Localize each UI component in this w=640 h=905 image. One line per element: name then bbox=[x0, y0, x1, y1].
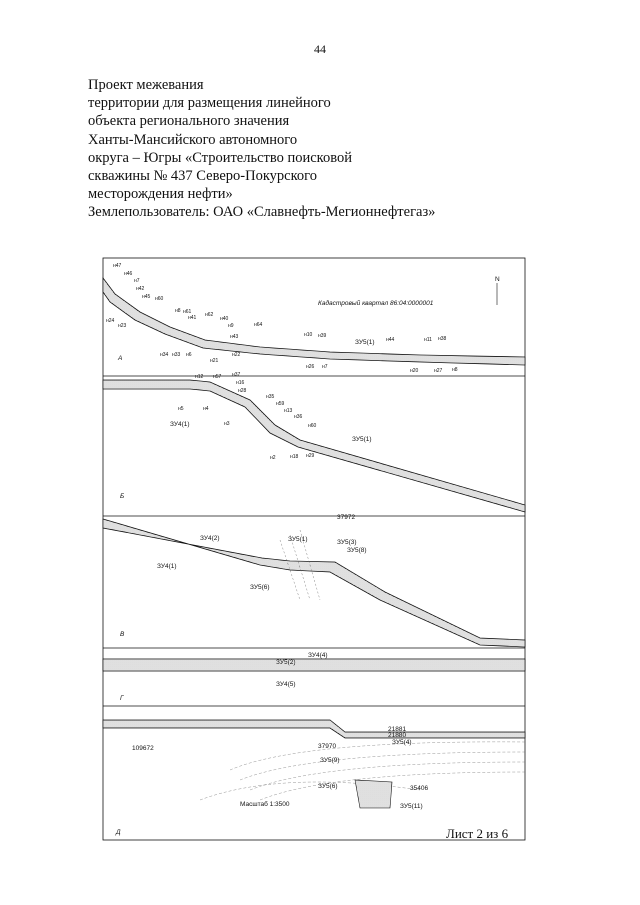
point-label: н23 bbox=[118, 323, 127, 329]
point-label: н38 bbox=[438, 336, 447, 342]
point-label: н37 bbox=[232, 372, 241, 378]
panel-b bbox=[103, 372, 525, 512]
point-label: н40 bbox=[220, 316, 229, 322]
point-label: н60 bbox=[155, 296, 164, 302]
point-label: н7 bbox=[322, 364, 328, 370]
panel-v bbox=[103, 519, 525, 647]
point-label: н44 bbox=[386, 337, 395, 343]
point-label: н60 bbox=[308, 423, 317, 429]
well-pad bbox=[355, 780, 392, 808]
point-label: н12 bbox=[195, 374, 204, 380]
corridor-strip bbox=[103, 519, 525, 647]
point-label: н47 bbox=[113, 263, 122, 269]
title-line: Ханты-Мансийского автономного bbox=[88, 131, 298, 148]
point-label: н59 bbox=[276, 401, 285, 407]
corridor-strip bbox=[103, 659, 525, 671]
point-label: н57 bbox=[213, 374, 222, 380]
panel-g bbox=[103, 652, 525, 702]
point-label: н20 bbox=[410, 368, 419, 374]
panel-letter-a: А bbox=[118, 355, 123, 362]
panel-letter-b: Б bbox=[120, 493, 125, 500]
plot-label: ЗУ5(3) bbox=[337, 539, 357, 546]
point-label: н8 bbox=[452, 367, 458, 373]
plot-label: ЗУ5(6) bbox=[318, 783, 338, 790]
point-label: н46 bbox=[124, 271, 133, 277]
point-label: н24 bbox=[106, 318, 115, 324]
point-label: н3 bbox=[224, 421, 230, 427]
sheet-number: Лист 2 из 6 bbox=[446, 826, 509, 841]
north-label: N bbox=[495, 276, 500, 283]
panel-letter-g: Г bbox=[120, 695, 124, 702]
point-label: н28 bbox=[238, 388, 247, 394]
point-label: н10 bbox=[304, 332, 313, 338]
point-label: н21 bbox=[210, 358, 219, 364]
plot-label: ЗУ5(1) bbox=[288, 536, 308, 543]
parcel-label: 37972 bbox=[337, 514, 356, 521]
page-number: 44 bbox=[314, 42, 326, 56]
title-line: скважины № 437 Северо-Покурского bbox=[88, 168, 318, 185]
point-label: н11 bbox=[424, 337, 432, 343]
point-label: н61 bbox=[183, 309, 192, 315]
point-label: н18 bbox=[290, 454, 299, 460]
title-line: Землепользователь: ОАО «Славнефть-Мегионнефтегаз» bbox=[88, 204, 436, 221]
point-label: н45 bbox=[142, 294, 151, 300]
title-line: территории для размещения линейного bbox=[88, 95, 331, 112]
point-label: н36 bbox=[294, 414, 303, 420]
point-label: н43 bbox=[230, 334, 239, 340]
point-label: н4 bbox=[203, 406, 209, 412]
parcel-label: 109672 bbox=[132, 745, 154, 752]
point-label: н13 bbox=[284, 408, 293, 414]
corridor-strip bbox=[103, 720, 525, 738]
plot-label: ЗУ4(1) bbox=[170, 421, 190, 428]
point-label: н41 bbox=[188, 315, 197, 321]
plot-label: ЗУ5(9) bbox=[320, 757, 340, 764]
parcel-label: 21880 bbox=[388, 732, 407, 739]
plot-label: ЗУ5(6) bbox=[250, 584, 270, 591]
point-label: н39 bbox=[318, 333, 327, 339]
point-label: н6 bbox=[186, 352, 192, 358]
point-label: н27 bbox=[434, 368, 443, 374]
panel-letter-d: Д bbox=[116, 829, 121, 836]
cadastral-label: Кадастровый квартал 86:04:0000001 bbox=[318, 300, 434, 307]
point-label: н34 bbox=[160, 352, 169, 358]
point-label: н16 bbox=[236, 380, 245, 386]
scale-label: Масштаб 1:3500 bbox=[240, 801, 290, 808]
plot-label: ЗУ4(4) bbox=[308, 652, 328, 659]
point-label: н42 bbox=[136, 286, 145, 292]
point-label: н5 bbox=[178, 406, 184, 412]
point-label: н62 bbox=[205, 312, 214, 318]
plot-label: ЗУ4(1) bbox=[157, 563, 177, 570]
point-label: н2 bbox=[270, 455, 276, 461]
plot-label: ЗУ5(4) bbox=[392, 739, 412, 746]
parcel-label: 37970 bbox=[318, 743, 337, 750]
point-label: н26 bbox=[306, 364, 315, 370]
point-label: н8 bbox=[175, 308, 181, 314]
title-line: объекта регионального значения bbox=[88, 113, 290, 130]
panel-a bbox=[103, 263, 525, 374]
plot-label: ЗУ5(1) bbox=[352, 436, 372, 443]
corridor-strip bbox=[103, 380, 525, 512]
plot-label: ЗУ5(2) bbox=[276, 659, 296, 666]
panel-letter-v: В bbox=[120, 631, 125, 638]
title-line: Проект межевания bbox=[88, 77, 204, 93]
plot-label: ЗУ5(1) bbox=[355, 339, 375, 346]
plot-label: ЗУ4(2) bbox=[200, 535, 220, 542]
title-line: округа – Югры «Строительство поисковой bbox=[88, 149, 352, 166]
parcel-label: 35406 bbox=[410, 785, 429, 792]
point-label: н29 bbox=[306, 453, 315, 459]
point-label: н7 bbox=[134, 278, 140, 284]
parcel-label: 21881 bbox=[388, 726, 407, 733]
point-label: н9 bbox=[228, 323, 234, 329]
map-frame bbox=[103, 258, 525, 840]
point-label: н33 bbox=[172, 352, 181, 358]
point-label: н35 bbox=[266, 394, 275, 400]
plot-label: ЗУ5(11) bbox=[400, 803, 423, 810]
plot-label: ЗУ5(8) bbox=[347, 547, 367, 554]
point-label: н22 bbox=[232, 352, 241, 358]
point-label: н64 bbox=[254, 322, 263, 328]
plot-label: ЗУ4(5) bbox=[276, 681, 296, 688]
title-line: месторождения нефти» bbox=[88, 186, 233, 203]
